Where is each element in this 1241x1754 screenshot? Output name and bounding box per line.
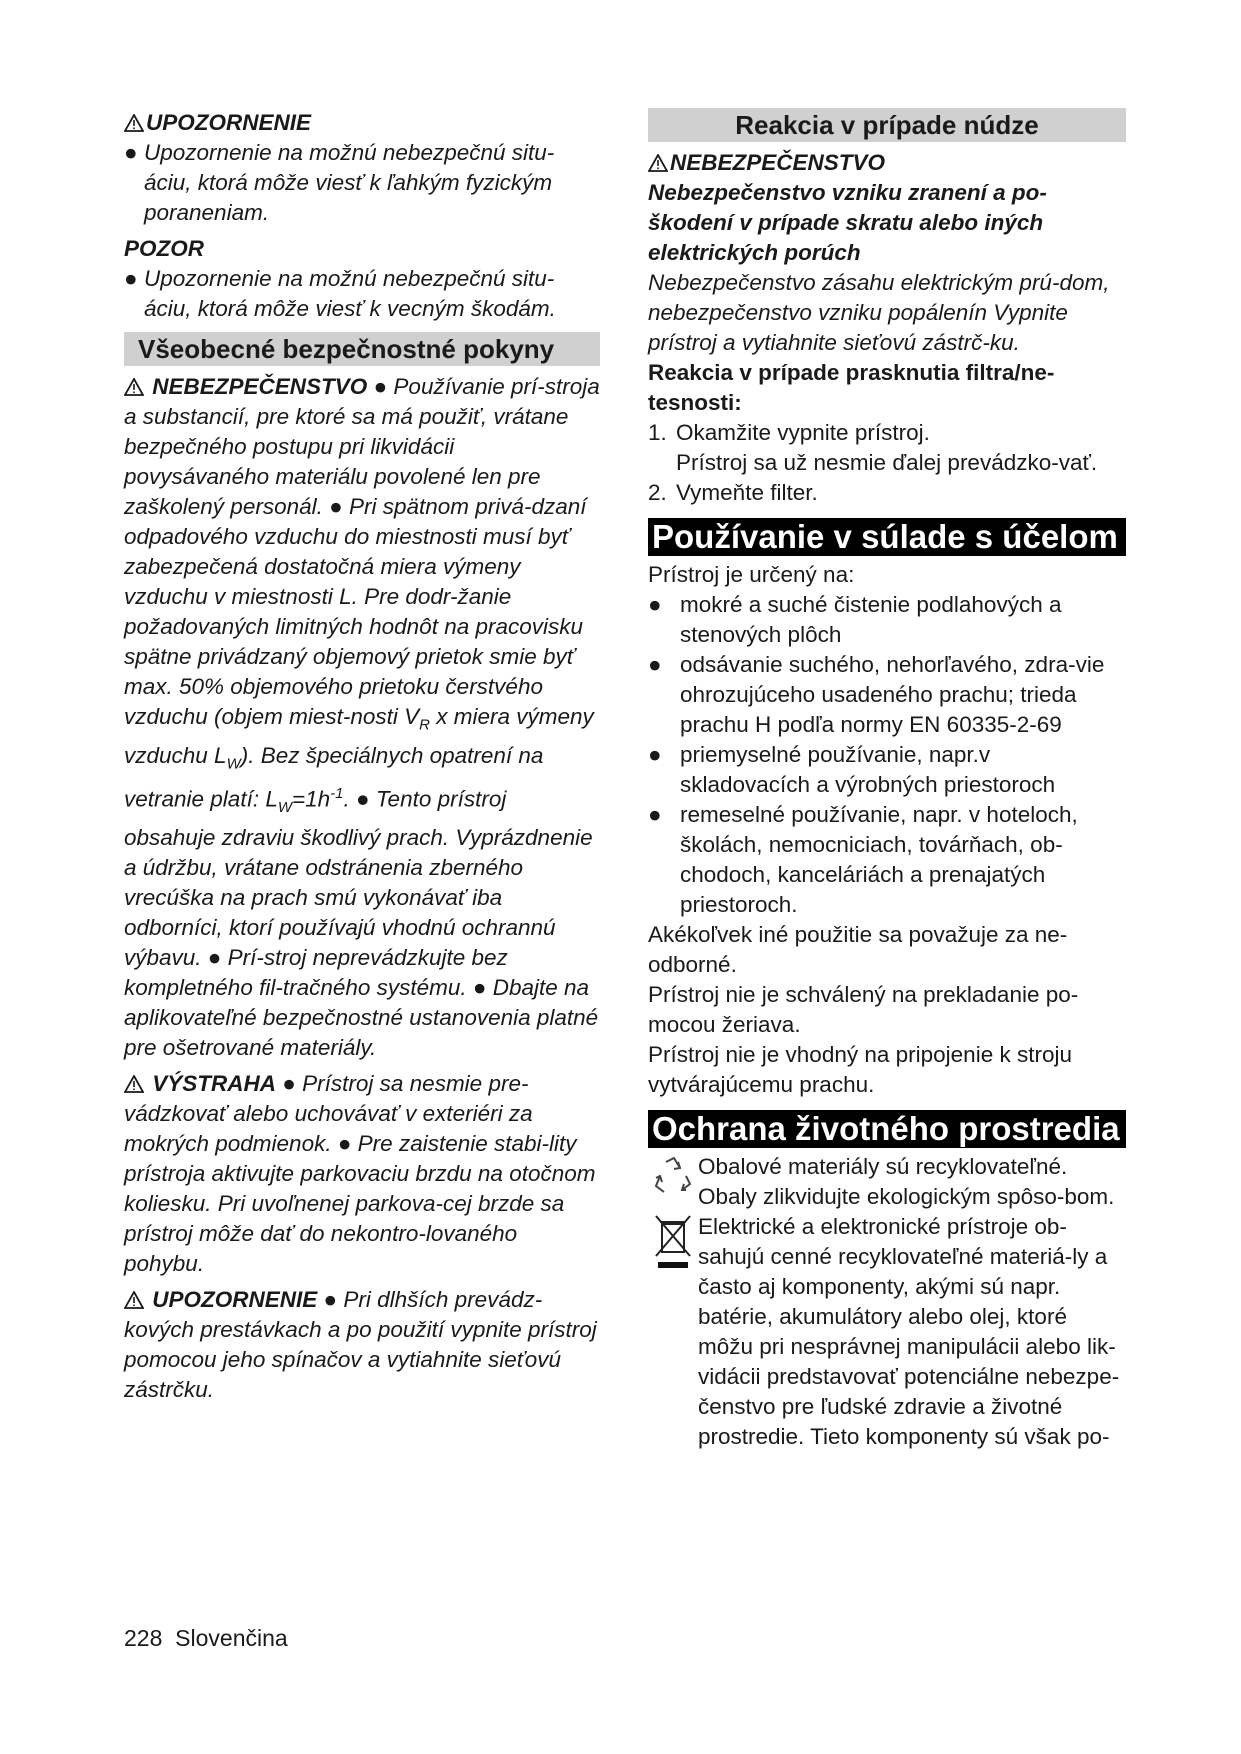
- pozor-heading: POZOR: [124, 236, 205, 261]
- danger-heading: NEBEZPEČENSTVO: [648, 148, 1126, 178]
- filter-heading: Reakcia v prípade prasknutia filtra/ne-tesnosti:: [648, 360, 1055, 415]
- upozornenie-bullet: ● Upozornenie na možnú nebezpečnú situ-áciu, ktorá môže viesť k ľahkým fyzickým poraneniam.: [124, 140, 555, 225]
- section-title-safety: Všeobecné bezpečnostné pokyny: [124, 332, 600, 366]
- recycling-icon: [648, 1152, 698, 1202]
- left-column: [124, 108, 600, 1405]
- warning-triangle-icon: [124, 1291, 144, 1309]
- warning-triangle-icon: [648, 154, 668, 172]
- use-paragraph: Prístroj nie je vhodný na pripojenie k stroju vytvárajúcemu prachu.: [648, 1042, 1072, 1097]
- danger-text: Nebezpečenstvo zásahu elektrickým prú-dom, nebezpečenstvo vzniku popálenín Vypnite prístroj a vytiahnite sieťovú zástrč-ku.: [648, 270, 1110, 355]
- warning-triangle-icon: [124, 1075, 144, 1093]
- list-item: ● mokré a suché čistenie podlahových a stenových plôch: [648, 592, 1062, 647]
- use-paragraph: Akékoľvek iné použitie sa považuje za ne-odborné.: [648, 922, 1068, 977]
- use-intro: Prístroj je určený na:: [648, 562, 855, 587]
- crossed-out-bin-icon: [648, 1212, 698, 1272]
- warning-paragraph: VÝSTRAHA ● Prístroj sa nesmie pre-vádzkovať alebo uchovávať v exteriéri za mokrých podmienok. ● Pre zaistenie stabi-lity prístroja aktivujte parkovaciu brzdu na otočnom koliesku. Pri uvoľnenej parkova-cej brzde sa prístroj môže dať do nekontro-lovaného pohybu.: [124, 1071, 596, 1276]
- footer-language: Slovenčina: [175, 1625, 288, 1651]
- step-item: 2. Vymeňte filter.: [648, 480, 818, 505]
- list-item: ● odsávanie suchého, nehorľavého, zdra-vie ohrozujúceho usadeného prachu; trieda prachu H podľa normy EN 60335-2-69: [648, 652, 1105, 737]
- list-item: ● priemyselné používanie, napr.v skladovacích a výrobných priestoroch: [648, 742, 1056, 797]
- danger-subheading: Nebezpečenstvo vzniku zranení a po-škodení v prípade skratu alebo iných elektrických porúch: [648, 180, 1047, 265]
- env-recycling-row: Obalové materiály sú recyklovateľné. Obaly zlikvidujte ekologickým spôso-bom.: [648, 1152, 1126, 1212]
- page-number: 228: [124, 1625, 163, 1651]
- danger-paragraph: NEBEZPEČENSTVO ● Používanie prí-stroja a substancií, pre ktoré sa má použiť, vrátane bezpečného postupu pri likvidácii povysávaného materiálu povolené len pre zaškolený personál. ● Pri spätnom privá-dzaní odpadového vzduchu do miestnosti musí byť zabezpečená dostatočná miera výmeny vzduchu v miestnosti L. Pre dodr-žanie požadovaných limitných hodnôt na pracovisku spätne privádzaný objemový prietok smie byť max. 50% objemového prietoku čerstvého vzduchu (objem miest-nosti $V_R$ x miera výmeny vzduchu $L_W$). Bez špeciálnych opatrení na vetranie platí: $L_W=1h^{-1}$. ● Tento prístroj obsahuje zdraviu škodlivý prach. Vyprázdnenie a údržbu, vrátane odstránenia zberného vrecúška na prach smú vykonávať iba odborníci, ktorí používajú vhodnú ochrannú výbavu. ● Prí-stroj neprevádzkujte bez kompletného fil-tračného systému. ● Dbajte na aplikovateľné bezpečnostné ustanovenia platné pre ošetrované materiály.: [124, 374, 600, 1060]
- use-paragraph: Prístroj nie je schválený na prekladanie po-mocou žeriava.: [648, 982, 1079, 1037]
- warning-triangle-icon: [124, 378, 144, 396]
- env-weee-row: Elektrické a elektronické prístroje ob-sahujú cenné recyklovateľné materiá-ly a často aj komponenty, akými sú napr. batérie, akumulátory alebo olej, ktoré môžu pri nesprávnej manipulácii alebo lik-vidácii predstavovať potenciálne nebezpe-čenstvo pre ľudské zdravie a životné prostredie. Tieto komponenty sú však po-: [648, 1212, 1126, 1452]
- pozor-bullet: ● Upozornenie na možnú nebezpečnú situ-áciu, ktorá môže viesť k vecným škodám.: [124, 266, 556, 321]
- step-item: 1. Okamžite vypnite prístroj. Prístroj sa už nesmie ďalej prevádzko-vať.: [648, 420, 1098, 475]
- warning-triangle-icon: [124, 114, 144, 132]
- list-item: ● remeselné používanie, napr. v hoteloch, školách, nemocniciach, továrňach, ob-chodoch, kanceláriách a prenajatých priestoroch.: [648, 802, 1078, 917]
- section-title-intended-use: Používanie v súlade s účelom: [648, 518, 1126, 556]
- section-title-emergency: Reakcia v prípade núdze: [648, 108, 1126, 142]
- page-footer: [124, 1625, 288, 1652]
- upozornenie-heading: UPOZORNENIE: [124, 108, 600, 138]
- section-title-environment: Ochrana životného prostredia: [648, 1110, 1126, 1148]
- right-column: [648, 108, 1126, 1452]
- caution-paragraph: UPOZORNENIE ● Pri dlhších prevádz-kových prestávkach a po použití vypnite prístroj pomocou jeho spínačov a vytiahnite sieťovú zástrčku.: [124, 1287, 597, 1402]
